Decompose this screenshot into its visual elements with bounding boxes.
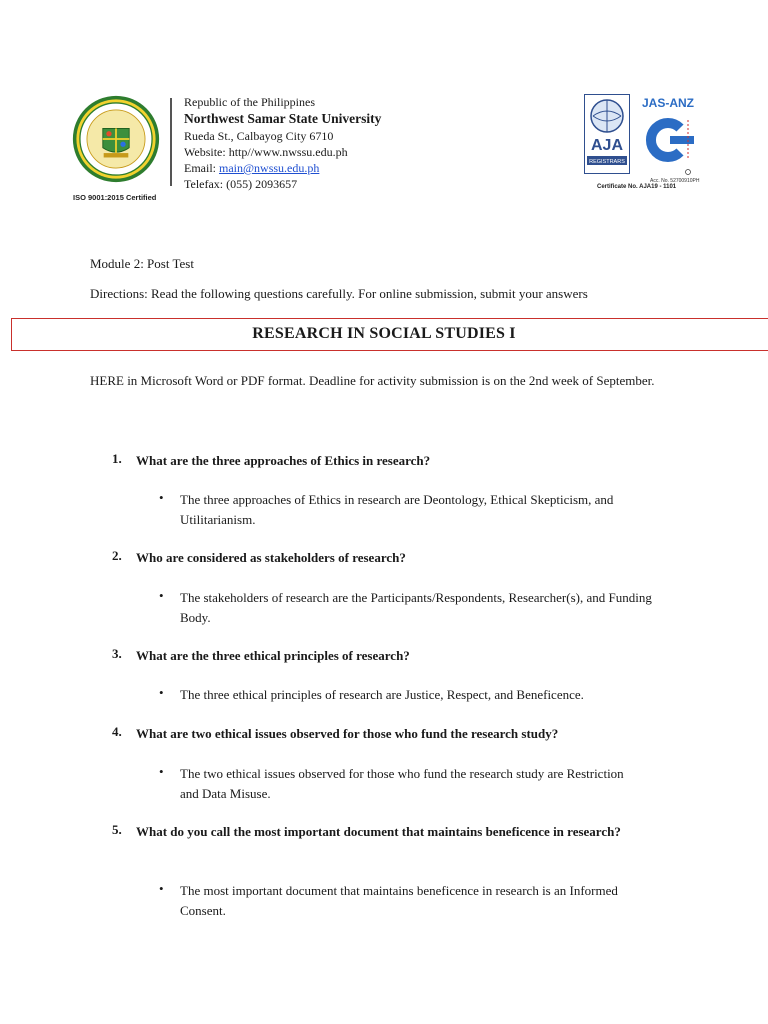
republic-label: Republic of the Philippines bbox=[184, 95, 315, 109]
university-header bbox=[184, 94, 381, 192]
question-text: What are the three ethical principles of research? bbox=[136, 648, 410, 663]
directions-text: Directions: Read the following questions carefully. For online submission, submit your answers bbox=[90, 286, 588, 301]
email-link[interactable]: main@nwssu.edu.ph bbox=[219, 161, 320, 175]
email-label: Email: bbox=[184, 161, 219, 175]
question-text: What do you call the most important document that maintains beneficence in research? bbox=[136, 824, 621, 839]
jas-anz-logo bbox=[636, 94, 700, 176]
aja-registrars-logo bbox=[584, 94, 630, 174]
question-number: 2. bbox=[112, 548, 122, 563]
answer-text: The three approaches of Ethics in research are Deontology, Ethical Skepticism, and Utilitarianism. bbox=[180, 492, 614, 527]
answer-text: The stakeholders of research are the Participants/Respondents, Researcher(s), and Funding Body. bbox=[180, 590, 652, 625]
bullet-icon: • bbox=[159, 881, 164, 896]
bullet-icon: • bbox=[159, 685, 164, 700]
question-number: 3. bbox=[112, 646, 122, 661]
answer-text: The two ethical issues observed for those who fund the research study are Restriction and Data Misuse. bbox=[180, 766, 624, 801]
aja-label: AJA bbox=[590, 137, 624, 154]
question-text: Who are considered as stakeholders of research? bbox=[136, 550, 406, 565]
header-divider bbox=[170, 98, 172, 186]
question-number: 5. bbox=[112, 822, 122, 837]
university-seal-logo bbox=[72, 95, 160, 183]
question-number: 4. bbox=[112, 724, 122, 739]
question-number: 1. bbox=[112, 451, 122, 466]
answer-text: The most important document that maintains beneficence in research is an Informed Consent. bbox=[180, 883, 618, 918]
telefax-line: Telefax: (055) 2093657 bbox=[184, 177, 298, 191]
directions-continued: HERE in Microsoft Word or PDF format. Deadline for activity submission is on the 2nd week of September. bbox=[90, 373, 655, 388]
course-title: RESEARCH IN SOCIAL STUDIES I bbox=[252, 325, 516, 342]
question-text: What are the three approaches of Ethics in research? bbox=[136, 453, 431, 468]
jas-anz-label: JAS-ANZ bbox=[641, 96, 695, 110]
bullet-icon: • bbox=[159, 588, 164, 603]
address-line: Rueda St., Calbayog City 6710 bbox=[184, 129, 334, 143]
answer-text: The three ethical principles of research are Justice, Respect, and Beneficence. bbox=[180, 687, 584, 702]
university-name: Northwest Samar State University bbox=[184, 111, 382, 126]
bullet-icon: • bbox=[159, 490, 164, 505]
website-line: Website: http//www.nwssu.edu.ph bbox=[184, 145, 348, 159]
email-line bbox=[184, 160, 381, 176]
module-title: Module 2: Post Test bbox=[90, 256, 194, 271]
question-text: What are two ethical issues observed for those who fund the research study? bbox=[136, 726, 559, 741]
aja-sub-label: REGISTRARS bbox=[589, 159, 625, 165]
accreditation-number: Acc. No. 52700910PH bbox=[650, 178, 700, 184]
bullet-icon: • bbox=[159, 764, 164, 779]
certificate-number: Certificate No. AJA19 - 1101 bbox=[597, 184, 677, 190]
iso-certified-label: ISO 9001:2015 Certified bbox=[73, 193, 157, 202]
